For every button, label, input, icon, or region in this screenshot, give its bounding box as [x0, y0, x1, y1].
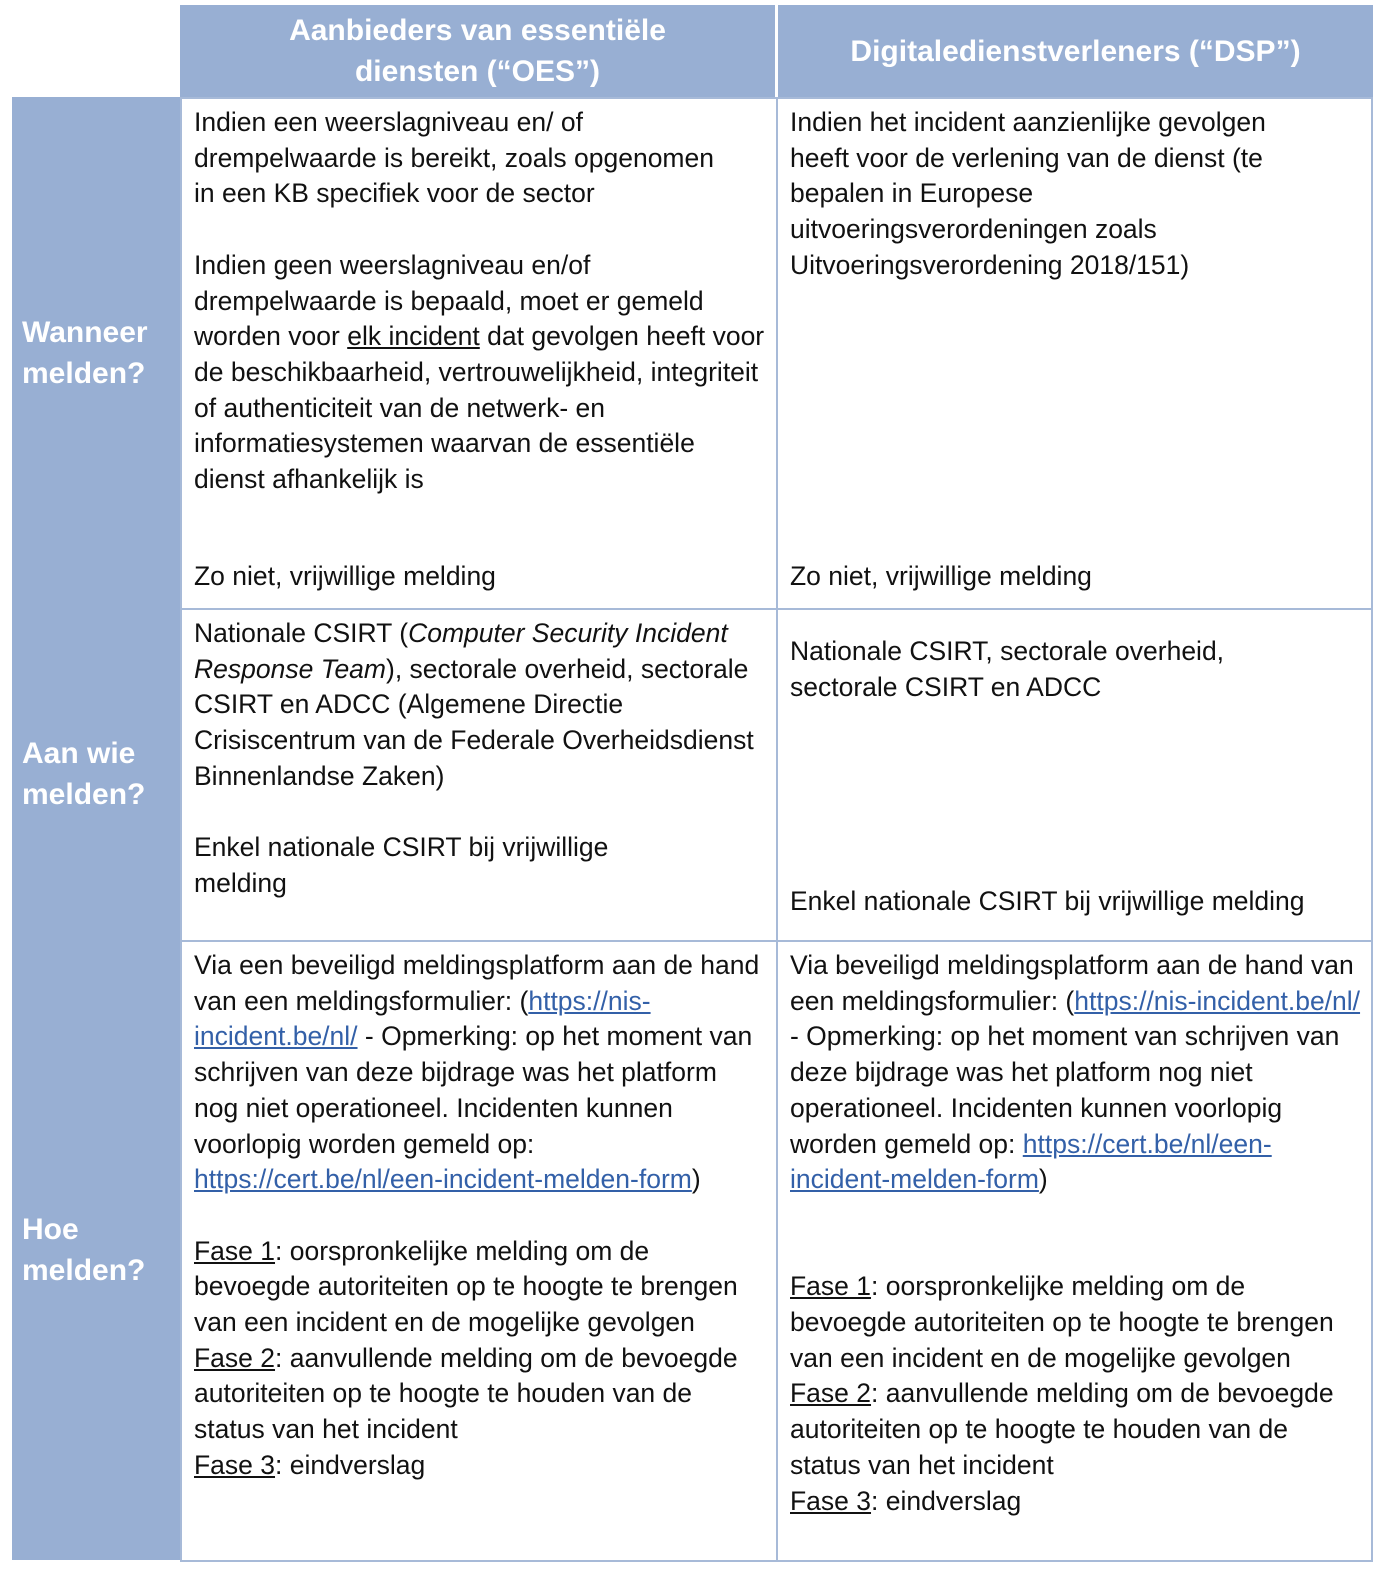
fase-label: Fase 1 — [790, 1271, 872, 1302]
oes-fase-3 — [194, 1448, 766, 1484]
oes-how-platform — [194, 948, 766, 1198]
text: ) — [691, 1164, 701, 1195]
dsp-when-voluntary: Zo niet, vrijwillige melding — [790, 561, 1092, 591]
cell-wanneer-oes — [180, 97, 778, 610]
fase-label: Fase 3 — [194, 1449, 276, 1480]
text: - Opmerking: op het moment van schrijven van deze bijdrage was het platform nog niet operationeel. Incidenten kunnen voorlopig worden gemeld op: — [790, 1021, 1340, 1159]
nis-incident-link[interactable]: https://nis-incident.be/nl/ — [1074, 985, 1361, 1016]
text: Via beveiligd meldingsplatform aan de hand van een meldingsformulier: ( — [790, 950, 1354, 1016]
column-header-dsp — [778, 5, 1373, 97]
row-label-text: Wanneer melden? — [22, 315, 148, 390]
oes-who-recipients — [194, 616, 766, 795]
oes-who-voluntary: Enkel nationale CSIRT bij vrijwillige melding — [194, 832, 609, 898]
column-header-oes — [180, 5, 775, 97]
cell-aan-wie-oes — [180, 608, 778, 942]
text: ), sectorale overheid, sectorale CSIRT en ADCC (Algemene Directie Crisiscentrum van de Federale Overheidsdienst Binnenlandse Zaken) — [194, 653, 754, 791]
dsp-who-voluntary: Enkel nationale CSIRT bij vrijwillige melding — [790, 886, 1305, 916]
dsp-fase-1 — [790, 1269, 1361, 1376]
cell-wanneer-dsp — [776, 97, 1373, 610]
row-label-text: Hoe melden? — [22, 1213, 146, 1287]
column-header-oes-text: Aanbieders van essentiële diensten (“OES”) — [289, 14, 666, 88]
fase-label: Fase 3 — [790, 1485, 872, 1516]
dsp-when-significant: Indien het incident aanzienlijke gevolgen heeft voor de verlening van de dienst (te bepalen in Europese uitvoeringsverordeningen zoals Uitvoeringsverordening 2018/151) — [790, 107, 1266, 280]
text: : aanvullende melding om de bevoegde autoriteiten op te hoogte te houden van de status van het incident — [194, 1342, 738, 1445]
text: ) — [1038, 1164, 1048, 1195]
fase-label: Fase 2 — [194, 1342, 276, 1373]
text: Nationale CSIRT ( — [194, 618, 409, 648]
row-label-wanneer — [12, 97, 180, 608]
dsp-how-platform — [790, 948, 1361, 1198]
text: : eindverslag — [871, 1485, 1022, 1516]
underlined-text: elk incident — [347, 321, 480, 352]
row-label-aan-wie — [12, 608, 180, 940]
oes-when-voluntary: Zo niet, vrijwillige melding — [194, 561, 496, 591]
cell-hoe-dsp — [776, 940, 1373, 1562]
nis-incident-link[interactable]: https://nis-incident.be/nl/ — [194, 985, 651, 1052]
text: : aanvullende melding om de bevoegde autoriteiten op te hoogte te houden van de status van het incident — [790, 1378, 1334, 1480]
oes-fase-2 — [194, 1341, 766, 1448]
text: Indien geen weerslagniveau en/of drempelwaarde is bepaald, moet er gemeld worden voor — [194, 249, 704, 352]
oes-fase-1 — [194, 1234, 766, 1341]
column-header-dsp-text: Digitaledienstverleners (“DSP”) — [850, 34, 1301, 68]
fase-label: Fase 1 — [194, 1235, 276, 1266]
dsp-fase-3 — [790, 1484, 1361, 1520]
text: : oorspronkelijke melding om de bevoegde autoriteiten op te hoogte te brengen van een incident en de mogelijke gevolgen — [790, 1271, 1334, 1373]
oes-when-threshold: Indien een weerslagniveau en/ of drempelwaarde is bereikt, zoals opgenomen in een KB specifiek voor de sector — [194, 107, 714, 209]
cert-form-link[interactable]: https://cert.be/nl/een-incident-melden-form — [194, 1164, 692, 1195]
text: Via een beveiligd meldingsplatform aan de hand van een meldingsformulier: ( — [194, 950, 760, 1016]
text: dat gevolgen heeft voor de beschikbaarheid, vertrouwelijkheid, integriteit of authenticiteit van de netwerk- en informatiesystemen waarvan de essentiële dienst afhankelijk is — [194, 321, 765, 495]
fase-label: Fase 2 — [790, 1378, 872, 1409]
text: : eindverslag — [275, 1449, 426, 1480]
italic-text: Computer Security Incident Response Team — [194, 618, 728, 684]
row-label-text: Aan wie melden? — [22, 737, 146, 811]
cell-aan-wie-dsp — [776, 608, 1373, 942]
text: : oorspronkelijke melding om de bevoegde autoriteiten op te hoogte te brengen van een incident en de mogelijke gevolgen — [194, 1235, 738, 1338]
text: - Opmerking: op het moment van schrijven van deze bijdrage was het platform nog niet operationeel. Incidenten kunnen voorlopig worden gemeld op: — [194, 1021, 753, 1159]
dsp-fase-2 — [790, 1376, 1361, 1483]
cert-form-link[interactable]: https://cert.be/nl/een-incident-melden-form — [790, 1128, 1272, 1195]
cell-hoe-oes — [180, 940, 778, 1562]
dsp-who-recipients: Nationale CSIRT, sectorale overheid, sectorale CSIRT en ADCC — [790, 636, 1225, 702]
oes-when-no-threshold — [194, 248, 766, 498]
row-label-hoe — [12, 940, 180, 1560]
